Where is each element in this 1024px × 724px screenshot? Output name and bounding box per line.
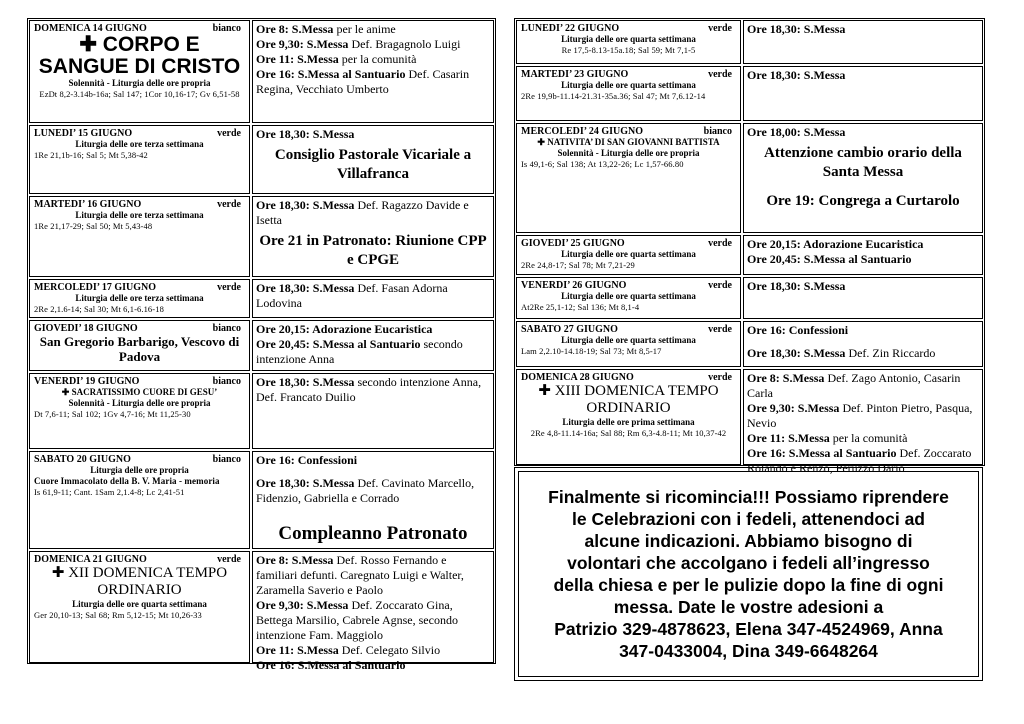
service-entry <box>747 323 979 338</box>
service-intention: Def. Casarin Regina, Vecchiato Umberto <box>256 67 470 96</box>
services-cell-d18 <box>252 320 494 371</box>
liturgical-color: bianco <box>212 454 241 465</box>
day-header <box>34 454 245 465</box>
liturgy-week: Liturgia delle ore quarta settimana <box>561 291 696 301</box>
service-time: Ore 16: Confessioni <box>256 453 358 467</box>
services-cell-d23 <box>743 66 983 121</box>
scripture-readings: At2Re 25,1-12; Sal 136; Mt 8,1-4 <box>521 302 640 312</box>
volunteer-notice-box <box>514 467 983 681</box>
scripture-readings: 2Re 24,8-17; Sal 78; Mt 7,21-29 <box>521 260 635 270</box>
volunteer-notice-frame <box>518 471 979 677</box>
liturgical-color: verde <box>217 554 241 565</box>
saint-name: San Gregorio Barbarigo, Vescovo di Padova <box>39 334 240 364</box>
service-entry <box>256 553 490 598</box>
service-intention: Def. Pinton Pietro, Pasqua, Nevio <box>747 401 973 430</box>
day-cell-d15 <box>29 125 250 194</box>
liturgy-week: Liturgia delle ore quarta settimana <box>561 80 696 90</box>
day-date: DOMENICA 28 GIUGNO <box>521 372 634 383</box>
announcement: Ore 21 in Patronato: Riunione CPP e CPGE <box>259 233 487 268</box>
day-cell-d17 <box>29 279 250 318</box>
service-time: Ore 18,30: S.Messa <box>256 127 355 141</box>
scripture-readings: 2Re 19,9b-11.14-21.31-35a.36; Sal 47; Mt 7,6.12-14 <box>521 91 706 101</box>
services-cell-d28 <box>743 369 983 475</box>
announcement: Ore 19: Congrega a Curtarolo <box>766 193 960 209</box>
day-header <box>34 376 245 387</box>
service-entry <box>256 658 490 673</box>
liturgical-color: verde <box>708 238 732 249</box>
service-entry <box>256 476 490 506</box>
service-intention: Def. Cavinato Marcello, Fidenzio, Gabriella e Corrado <box>256 476 475 505</box>
notice-line: le Celebrazioni con i fedeli, attenendoci ad <box>572 509 925 529</box>
services-cell-d21 <box>252 551 494 672</box>
liturgical-color: verde <box>217 199 241 210</box>
service-time: Ore 16: S.Messa al Santuario <box>747 446 897 460</box>
day-cell-d18 <box>29 320 250 371</box>
service-entry <box>747 22 979 37</box>
services-cell-d19 <box>252 373 494 449</box>
service-intention: per le anime <box>333 22 396 36</box>
day-cell-d28 <box>516 369 741 465</box>
service-intention: Def. Celegato Silvio <box>338 643 441 657</box>
day-date: VENERDI’ 26 GIUGNO <box>521 280 627 291</box>
day-header <box>521 324 736 335</box>
day-header <box>521 69 736 80</box>
day-header <box>34 199 245 210</box>
day-header <box>34 323 245 334</box>
day-cell-d26 <box>516 277 741 319</box>
left-schedule-column <box>27 18 496 672</box>
service-entry <box>747 431 979 446</box>
services-cell-d25 <box>743 235 983 275</box>
service-entry <box>256 643 490 658</box>
service-time: Ore 20,45: S.Messa al Santuario <box>747 252 912 266</box>
service-time: Ore 18,30: S.Messa <box>256 375 355 389</box>
service-time: Ore 8: S.Messa <box>747 371 825 385</box>
day-date: DOMENICA 21 GIUGNO <box>34 554 147 565</box>
service-intention: secondo intenzione Anna, Def. Francato Duilio <box>256 375 482 404</box>
feast-title: ✚ SACRATISSIMO CUORE DI GESU’ <box>61 387 218 397</box>
day-cell-d24 <box>516 123 741 233</box>
scripture-readings: Re 17,5-8.13-15a.18; Sal 59; Mt 7,1-5 <box>561 45 696 55</box>
service-time: Ore 20,45: S.Messa al Santuario <box>256 337 421 351</box>
day-date: MERCOLEDI’ 17 GIUGNO <box>34 282 157 293</box>
liturgical-color: verde <box>217 128 241 139</box>
service-entry <box>256 281 490 311</box>
liturgy-note: Solennità - Liturgia delle ore propria <box>68 398 211 408</box>
announcement: Attenzione cambio orario della Santa Messa <box>764 145 962 180</box>
service-time: Ore 8: S.Messa <box>256 22 334 36</box>
service-intention: Def. Bragagnolo Luigi <box>348 37 461 51</box>
services-cell-d14 <box>252 20 494 123</box>
services-cell-d15 <box>252 125 494 194</box>
scripture-readings: 2Re 2,1.6-14; Sal 30; Mt 6,1-6.16-18 <box>34 304 164 314</box>
liturgical-color: verde <box>708 324 732 335</box>
scripture-readings: Is 61,9-11; Cant. 1Sam 2,1.4-8; Lc 2,41-51 <box>34 487 185 497</box>
day-header <box>521 372 736 383</box>
service-time: Ore 9,30: S.Messa <box>256 37 349 51</box>
liturgical-color: bianco <box>703 126 732 137</box>
notice-line: della chiesa e per le pulizie dopo la fine di ogni <box>553 575 944 595</box>
liturgical-color: verde <box>708 280 732 291</box>
right-schedule-column <box>514 18 985 475</box>
service-entry <box>256 67 490 97</box>
day-date: GIOVEDI’ 18 GIUGNO <box>34 323 138 334</box>
service-intention: Def. Zoccarato Rolando e Renzo, Peruzzo Dario <box>747 446 972 475</box>
liturgical-color: bianco <box>212 323 241 334</box>
liturgical-color: verde <box>217 282 241 293</box>
day-cell-d19 <box>29 373 250 449</box>
service-entry <box>747 279 979 294</box>
day-cell-d23 <box>516 66 741 121</box>
service-time: Ore 16: S.Messa al Santuario <box>256 658 406 672</box>
day-date: LUNEDI’ 15 GIUGNO <box>34 128 133 139</box>
service-entry <box>256 453 490 468</box>
scripture-readings: 2Re 4,8-11.14-16a; Sal 88; Rm 6,3-4.8-11; Mt 10,37-42 <box>530 428 727 438</box>
day-cell-d21 <box>29 551 250 663</box>
liturgy-week: Liturgia delle ore quarta settimana <box>561 34 696 44</box>
service-entry <box>747 125 979 140</box>
scripture-readings: EzDt 8,2-3.14b-16a; Sal 147; 1Cor 10,16-17; Gv 6,51-58 <box>39 89 240 99</box>
day-header <box>34 128 245 139</box>
services-cell-d22 <box>743 20 983 64</box>
notice-line: Finalmente si ricomincia!!! Possiamo riprendere <box>548 487 949 507</box>
service-entry <box>256 52 490 67</box>
service-time: Ore 11: S.Messa <box>256 52 339 66</box>
day-date: SABATO 20 GIUGNO <box>34 454 131 465</box>
day-date: MERCOLEDI’ 24 GIUGNO <box>521 126 644 137</box>
service-intention: Def. Fasan Adorna Lodovina <box>256 281 448 310</box>
liturgical-color: verde <box>708 23 732 34</box>
scripture-readings: Ger 20,10-13; Sal 68; Rm 5,12-15; Mt 10,26-33 <box>34 610 202 620</box>
services-cell-d24 <box>743 123 983 233</box>
service-intention: Def. Zin Riccardo <box>845 346 936 360</box>
scripture-readings: 1Re 21,17-29; Sal 50; Mt 5,43-48 <box>34 221 153 231</box>
notice-line: 347-0433004, Dina 349-6648264 <box>619 641 878 661</box>
liturgy-week: Liturgia delle ore quarta settimana <box>561 249 696 259</box>
service-entry <box>747 401 979 431</box>
liturgy-week: Liturgia delle ore terza settimana <box>75 293 204 303</box>
day-cell-d22 <box>516 20 741 64</box>
announcement: Compleanno Patronato <box>278 523 468 544</box>
service-entry <box>256 37 490 52</box>
service-time: Ore 18,30: S.Messa <box>747 346 846 360</box>
service-intention: Def. Rosso Fernando e familiari defunti. Caregnato Luigi e Walter, Zaramella Saverio e Paolo <box>256 553 464 597</box>
liturgy-week: Liturgia delle ore quarta settimana <box>561 335 696 345</box>
service-time: Ore 11: S.Messa <box>747 431 830 445</box>
service-time: Ore 18,30: S.Messa <box>256 476 355 490</box>
service-intention: secondo intenzione Anna <box>256 337 463 366</box>
service-time: Ore 11: S.Messa <box>256 643 339 657</box>
service-entry <box>747 252 979 267</box>
day-cell-d20 <box>29 451 250 549</box>
volunteer-notice-text <box>529 486 969 662</box>
memorial-title: Cuore Immacolato della B. V. Maria - memoria <box>34 476 220 486</box>
notice-line: alcune indicazioni. Abbiamo bisogno di <box>584 531 913 551</box>
day-date: MARTEDI’ 16 GIUGNO <box>34 199 142 210</box>
scripture-readings: Lam 2,2.10-14.18-19; Sal 73; Mt 8,5-17 <box>521 346 662 356</box>
liturgical-color: verde <box>708 69 732 80</box>
service-entry <box>256 127 490 142</box>
liturgy-week: Liturgia delle ore terza settimana <box>75 139 204 149</box>
feast-title: ✚ XII DOMENICA TEMPO ORDINARIO <box>51 565 228 598</box>
service-entry <box>256 198 490 228</box>
services-cell-d26 <box>743 277 983 319</box>
scripture-readings: 1Re 21,1b-16; Sal 5; Mt 5,38-42 <box>34 150 148 160</box>
service-entry <box>256 22 490 37</box>
service-time: Ore 18,30: S.Messa <box>256 198 355 212</box>
announcement: Consiglio Pastorale Vicariale a Villafranca <box>274 147 472 182</box>
notice-line: messa. Date le vostre adesioni a <box>613 597 884 617</box>
notice-line: volontari che accolgano i fedeli all’ingresso <box>567 553 930 573</box>
service-time: Ore 20,15: Adorazione Eucaristica <box>256 322 433 336</box>
service-intention: per la comunità <box>338 52 417 66</box>
service-entry <box>256 375 490 405</box>
service-time: Ore 18,30: S.Messa <box>747 279 846 293</box>
service-time: Ore 9,30: S.Messa <box>747 401 840 415</box>
service-time: Ore 18,30: S.Messa <box>747 22 846 36</box>
service-time: Ore 9,30: S.Messa <box>256 598 349 612</box>
day-header <box>34 282 245 293</box>
service-entry <box>747 346 979 361</box>
day-header <box>521 23 736 34</box>
service-time: Ore 16: S.Messa al Santuario <box>256 67 406 81</box>
service-entry <box>256 337 490 367</box>
day-header <box>34 554 245 565</box>
services-cell-d17 <box>252 279 494 318</box>
services-cell-d20 <box>252 451 494 549</box>
day-cell-d27 <box>516 321 741 367</box>
service-time: Ore 16: Confessioni <box>747 323 849 337</box>
day-date: GIOVEDI’ 25 GIUGNO <box>521 238 625 249</box>
day-header <box>521 126 736 137</box>
liturgy-note: Solennità - Liturgia delle ore propria <box>557 148 700 158</box>
liturgical-color: bianco <box>212 376 241 387</box>
scripture-readings: Is 49,1-6; Sal 138; At 13,22-26; Lc 1,57-66.80 <box>521 159 684 169</box>
services-cell-d27 <box>743 321 983 367</box>
liturgy-week: Liturgia delle ore prima settimana <box>562 417 695 427</box>
service-intention: Def. Zago Antonio, Casarin Carla <box>747 371 961 400</box>
liturgical-color: verde <box>708 372 732 383</box>
day-date: DOMENICA 14 GIUGNO <box>34 23 147 34</box>
service-entry <box>256 322 490 337</box>
liturgy-week: Liturgia delle ore quarta settimana <box>72 599 207 609</box>
day-header <box>521 238 736 249</box>
service-time: Ore 18,30: S.Messa <box>256 281 355 295</box>
liturgy-week: Liturgia delle ore terza settimana <box>75 210 204 220</box>
service-entry <box>747 371 979 401</box>
day-date: MARTEDI’ 23 GIUGNO <box>521 69 629 80</box>
day-date: SABATO 27 GIUGNO <box>521 324 618 335</box>
day-cell-d25 <box>516 235 741 275</box>
service-intention: per la comunità <box>829 431 908 445</box>
day-cell-d14 <box>29 20 250 123</box>
liturgical-color: bianco <box>212 23 241 34</box>
services-cell-d16 <box>252 196 494 277</box>
day-cell-d16 <box>29 196 250 277</box>
service-intention: Def. Ragazzo Davide e Isetta <box>256 198 469 227</box>
day-date: VENERDI’ 19 GIUGNO <box>34 376 140 387</box>
service-entry <box>747 68 979 83</box>
service-entry <box>747 237 979 252</box>
day-date: LUNEDI’ 22 GIUGNO <box>521 23 620 34</box>
service-time: Ore 8: S.Messa <box>256 553 334 567</box>
day-header <box>521 280 736 291</box>
liturgy-week: Liturgia delle ore propria <box>90 465 189 475</box>
scripture-readings: Dt 7,6-11; Sal 102; 1Gv 4,7-16; Mt 11,25-30 <box>34 409 191 419</box>
service-time: Ore 18,00: S.Messa <box>747 125 846 139</box>
service-time: Ore 18,30: S.Messa <box>747 68 846 82</box>
liturgy-note: Solennità - Liturgia delle ore propria <box>68 78 211 88</box>
service-time: Ore 20,15: Adorazione Eucaristica <box>747 237 924 251</box>
notice-line: Patrizio 329-4878623, Elena 347-4524969, Anna <box>554 619 943 639</box>
service-intention: Def. Zoccarato Gina, Bettega Marsilio, Cabrele Agnse, secondo intenzione Fam. Maggiolo <box>256 598 458 642</box>
feast-title: ✚ XIII DOMENICA TEMPO ORDINARIO <box>538 383 719 416</box>
feast-title: ✚ NATIVITA’ DI SAN GIOVANNI BATTISTA <box>537 137 720 147</box>
service-entry <box>256 598 490 643</box>
feast-title: ✚ CORPO E SANGUE DI CRISTO <box>38 33 241 78</box>
